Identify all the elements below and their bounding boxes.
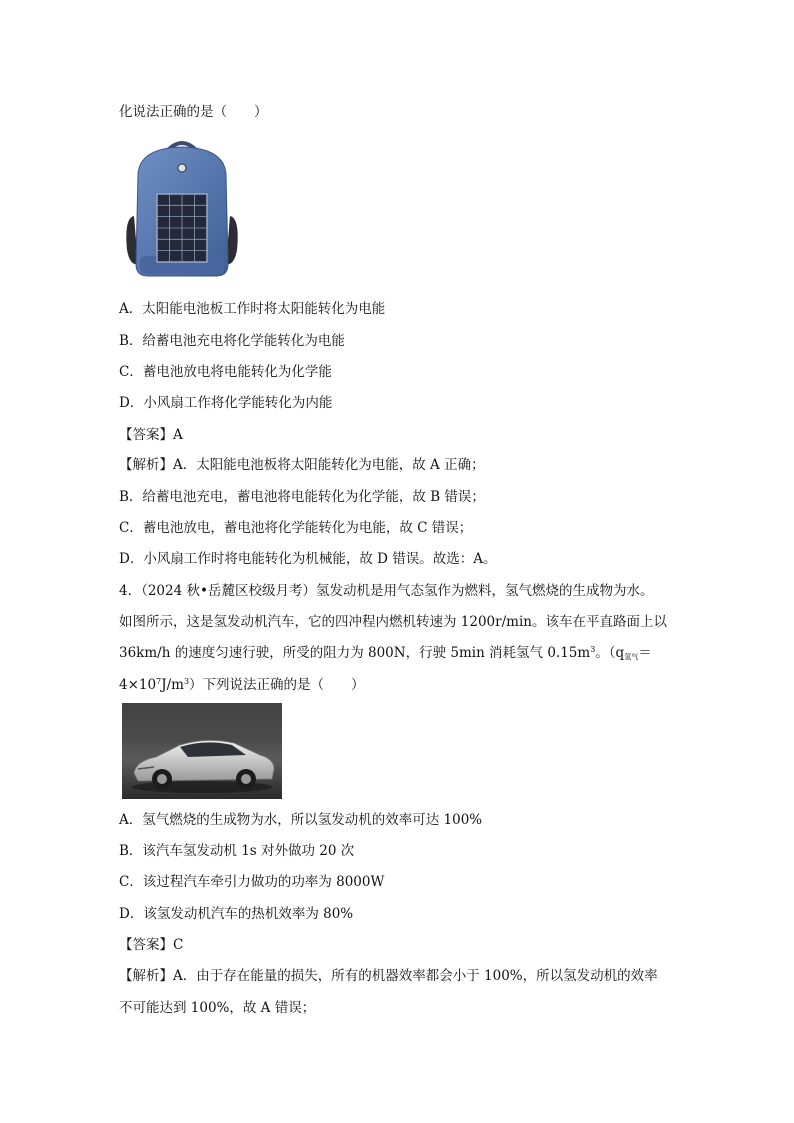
- q4-answer: 【答案】C: [119, 937, 184, 953]
- q4-stem-line-4: [119, 676, 365, 694]
- solar-backpack-image: [124, 138, 240, 280]
- q4-option-c: C．该过程汽车牵引力做功的功率为 8000W: [119, 874, 385, 890]
- prev-option-c: C．蓄电池放电将电能转化为化学能: [119, 364, 332, 380]
- q4-line3-sup: 3: [590, 645, 596, 654]
- q4-line4-b: J/m: [161, 677, 184, 693]
- q4-option-a: A．氢气燃烧的生成物为水，所以氢发动机的效率可达 100%: [119, 812, 483, 828]
- q4-option-b: B．该汽车氢发动机 1s 对外做功 20 次: [119, 843, 355, 859]
- q4-analysis-line-1: 【解析】A．由于存在能量的损失，所有的机器效率都会小于 100%，所以氢发动机的效率: [119, 968, 658, 984]
- q4-line3-text: 36km/h 的速度匀速行驶，所受的阻力为 800N，行驶 5min 消耗氢气 0.15m: [119, 645, 591, 661]
- prev-answer: 【答案】A: [119, 427, 183, 443]
- prev-option-d: D．小风扇工作将化学能转化为内能: [119, 395, 333, 411]
- q4-option-d: D．该氢发动机汽车的热机效率为 80%: [119, 906, 354, 922]
- q4-line4-c: ）下列说法正确的是（ ）: [189, 677, 365, 693]
- prev-question-stem: 化说法正确的是（ ）: [119, 104, 268, 120]
- prev-analysis-line-2: B．给蓄电池充电，蓄电池将电能转化为化学能，故 B 错误；: [119, 489, 485, 505]
- q4-stem-line-1: 4．（2024 秋•岳麓区校级月考）氢发动机是用气态氢作为燃料，氢气燃烧的生成物为水。: [119, 583, 654, 599]
- prev-analysis-line-4: D．小风扇工作时将电能转化为机械能，故 D 错误。故选：A。: [119, 551, 497, 567]
- hydrogen-car-image: [122, 703, 282, 799]
- q4-stem-line-2: 如图所示，这是氢发动机汽车，它的四冲程内燃机转速为 1200r/min。该车在平直路面上以: [119, 614, 667, 630]
- q4-line4-sup1: 7: [156, 677, 162, 686]
- q4-line3-sub: 氢气: [624, 653, 639, 661]
- prev-analysis-line-1: 【解析】A．太阳能电池板将太阳能转化为电能，故 A 正确；: [119, 457, 485, 473]
- q4-stem-line-3: [119, 644, 652, 662]
- q4-line4-a: 4×10: [119, 677, 157, 693]
- q4-line3-mid: 。（q: [595, 645, 625, 661]
- q4-line3-end: ＝: [638, 645, 652, 661]
- prev-option-a: A．太阳能电池板工作时将太阳能转化为电能: [119, 301, 386, 317]
- prev-option-b: B．给蓄电池充电将化学能转化为电能: [119, 333, 345, 349]
- q4-line4-sup2: 3: [183, 677, 190, 686]
- prev-analysis-line-3: C．蓄电池放电，蓄电池将化学能转化为电能，故 C 错误；: [119, 520, 473, 536]
- q4-analysis-line-2: 不可能达到 100%，故 A 错误；: [119, 1000, 316, 1016]
